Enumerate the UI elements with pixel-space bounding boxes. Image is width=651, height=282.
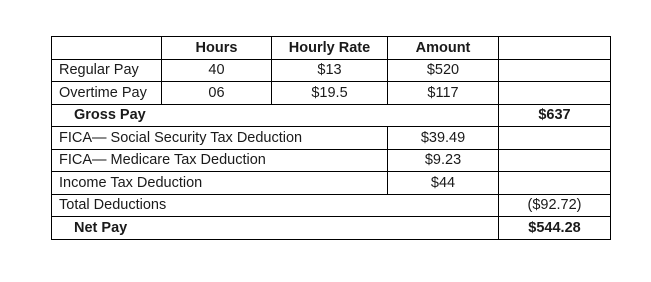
overtime-pay-amount: $117 <box>388 82 499 105</box>
income-tax-label: Income Tax Deduction <box>52 172 388 195</box>
regular-pay-row <box>52 59 611 82</box>
payroll-sheet <box>51 36 611 240</box>
net-pay-row <box>52 217 611 240</box>
overtime-pay-total-cell <box>499 82 611 105</box>
fica-medicare-row <box>52 149 611 172</box>
header-hours: Hours <box>162 37 272 60</box>
header-amount: Amount <box>388 37 499 60</box>
income-tax-amount: $44 <box>388 172 499 195</box>
total-deductions-total: ($92.72) <box>499 194 611 217</box>
total-deductions-row <box>52 194 611 217</box>
fica-medicare-total-cell <box>499 149 611 172</box>
total-deductions-label: Total Deductions <box>52 194 499 217</box>
header-blank-cell <box>52 37 162 60</box>
overtime-pay-rate: $19.5 <box>272 82 388 105</box>
header-hourly-rate: Hourly Rate <box>272 37 388 60</box>
fica-social-security-total-cell <box>499 127 611 150</box>
regular-pay-total-cell <box>499 59 611 82</box>
fica-social-security-amount: $39.49 <box>388 127 499 150</box>
gross-pay-label: Gross Pay <box>52 104 499 127</box>
overtime-pay-row <box>52 82 611 105</box>
income-tax-row <box>52 172 611 195</box>
overtime-pay-label: Overtime Pay <box>52 82 162 105</box>
fica-medicare-amount: $9.23 <box>388 149 499 172</box>
income-tax-total-cell <box>499 172 611 195</box>
overtime-pay-hours: 06 <box>162 82 272 105</box>
fica-social-security-label: FICA— Social Security Tax Deduction <box>52 127 388 150</box>
fica-medicare-label: FICA— Medicare Tax Deduction <box>52 149 388 172</box>
header-row <box>52 37 611 60</box>
regular-pay-amount: $520 <box>388 59 499 82</box>
gross-pay-row <box>52 104 611 127</box>
net-pay-total: $544.28 <box>499 217 611 240</box>
header-total-cell <box>499 37 611 60</box>
gross-pay-total: $637 <box>499 104 611 127</box>
regular-pay-hours: 40 <box>162 59 272 82</box>
payroll-table <box>51 36 611 240</box>
regular-pay-label: Regular Pay <box>52 59 162 82</box>
regular-pay-rate: $13 <box>272 59 388 82</box>
fica-social-security-row <box>52 127 611 150</box>
net-pay-label: Net Pay <box>52 217 499 240</box>
